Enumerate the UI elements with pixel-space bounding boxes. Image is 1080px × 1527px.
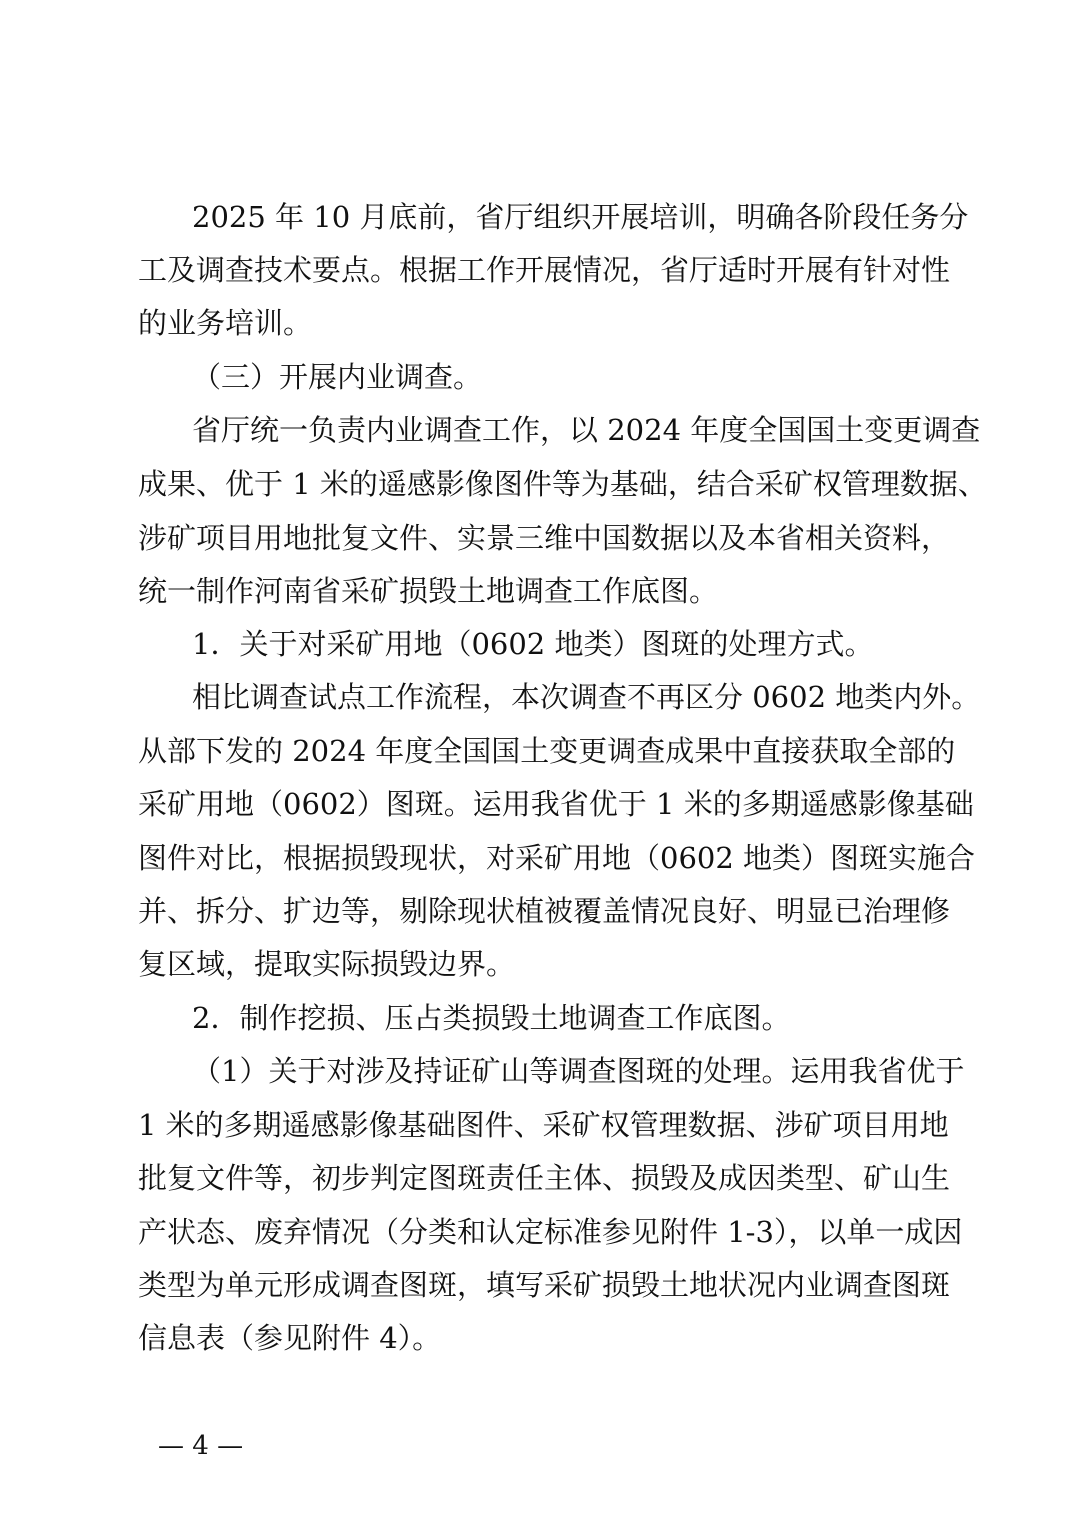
page-number: — 4 — — [158, 1431, 244, 1461]
paragraph-line: 并、拆分、扩边等，剔除现状植被覆盖情况良好、明显已治理修 — [138, 894, 951, 928]
paragraph-line: 的业务培训。 — [138, 306, 313, 340]
paragraph-line: 相比调查试点工作流程，本次调查不再区分 0602 地类内外。 — [192, 680, 981, 714]
paragraph-line: 复区域，提取实际损毁边界。 — [138, 947, 516, 981]
subsection-heading: 2．制作挖损、压占类损毁土地调查工作底图。 — [192, 1001, 791, 1035]
paragraph-line: 涉矿项目用地批复文件、实景三维中国数据以及本省相关资料， — [138, 521, 951, 555]
paragraph-line: 类型为单元形成调查图斑，填写采矿损毁土地状况内业调查图斑 — [138, 1268, 951, 1302]
paragraph-line: 采矿用地（0602）图斑。运用我省优于 1 米的多期遥感影像基础 — [138, 787, 974, 821]
paragraph-line: 1 米的多期遥感影像基础图件、采矿权管理数据、涉矿项目用地 — [138, 1108, 949, 1142]
paragraph-line: 省厅统一负责内业调查工作，以 2024 年度全国国土变更调查 — [192, 413, 981, 447]
paragraph-line: （1）关于对涉及持证矿山等调查图斑的处理。运用我省优于 — [192, 1054, 965, 1088]
paragraph-line: 信息表（参见附件 4）。 — [138, 1321, 442, 1355]
paragraph-line: 统一制作河南省采矿损毁土地调查工作底图。 — [138, 574, 719, 608]
paragraph-line: 产状态、废弃情况（分类和认定标准参见附件 1-3），以单一成因 — [138, 1215, 963, 1249]
paragraph-line: 批复文件等，初步判定图斑责任主体、损毁及成因类型、矿山生 — [138, 1161, 951, 1195]
paragraph-line: 2025 年 10 月底前，省厅组织开展培训，明确各阶段任务分 — [192, 200, 969, 234]
paragraph-line: 工及调查技术要点。根据工作开展情况，省厅适时开展有针对性 — [138, 253, 951, 287]
paragraph-line: 从部下发的 2024 年度全国国土变更调查成果中直接获取全部的 — [138, 734, 956, 768]
section-heading: （三）开展内业调查。 — [192, 360, 483, 394]
subsection-heading: 1．关于对采矿用地（0602 地类）图斑的处理方式。 — [192, 627, 874, 661]
paragraph-line: 成果、优于 1 米的遥感影像图件等为基础，结合采矿权管理数据、 — [138, 467, 987, 501]
paragraph-line: 图件对比，根据损毁现状，对采矿用地（0602 地类）图斑实施合 — [138, 841, 976, 875]
